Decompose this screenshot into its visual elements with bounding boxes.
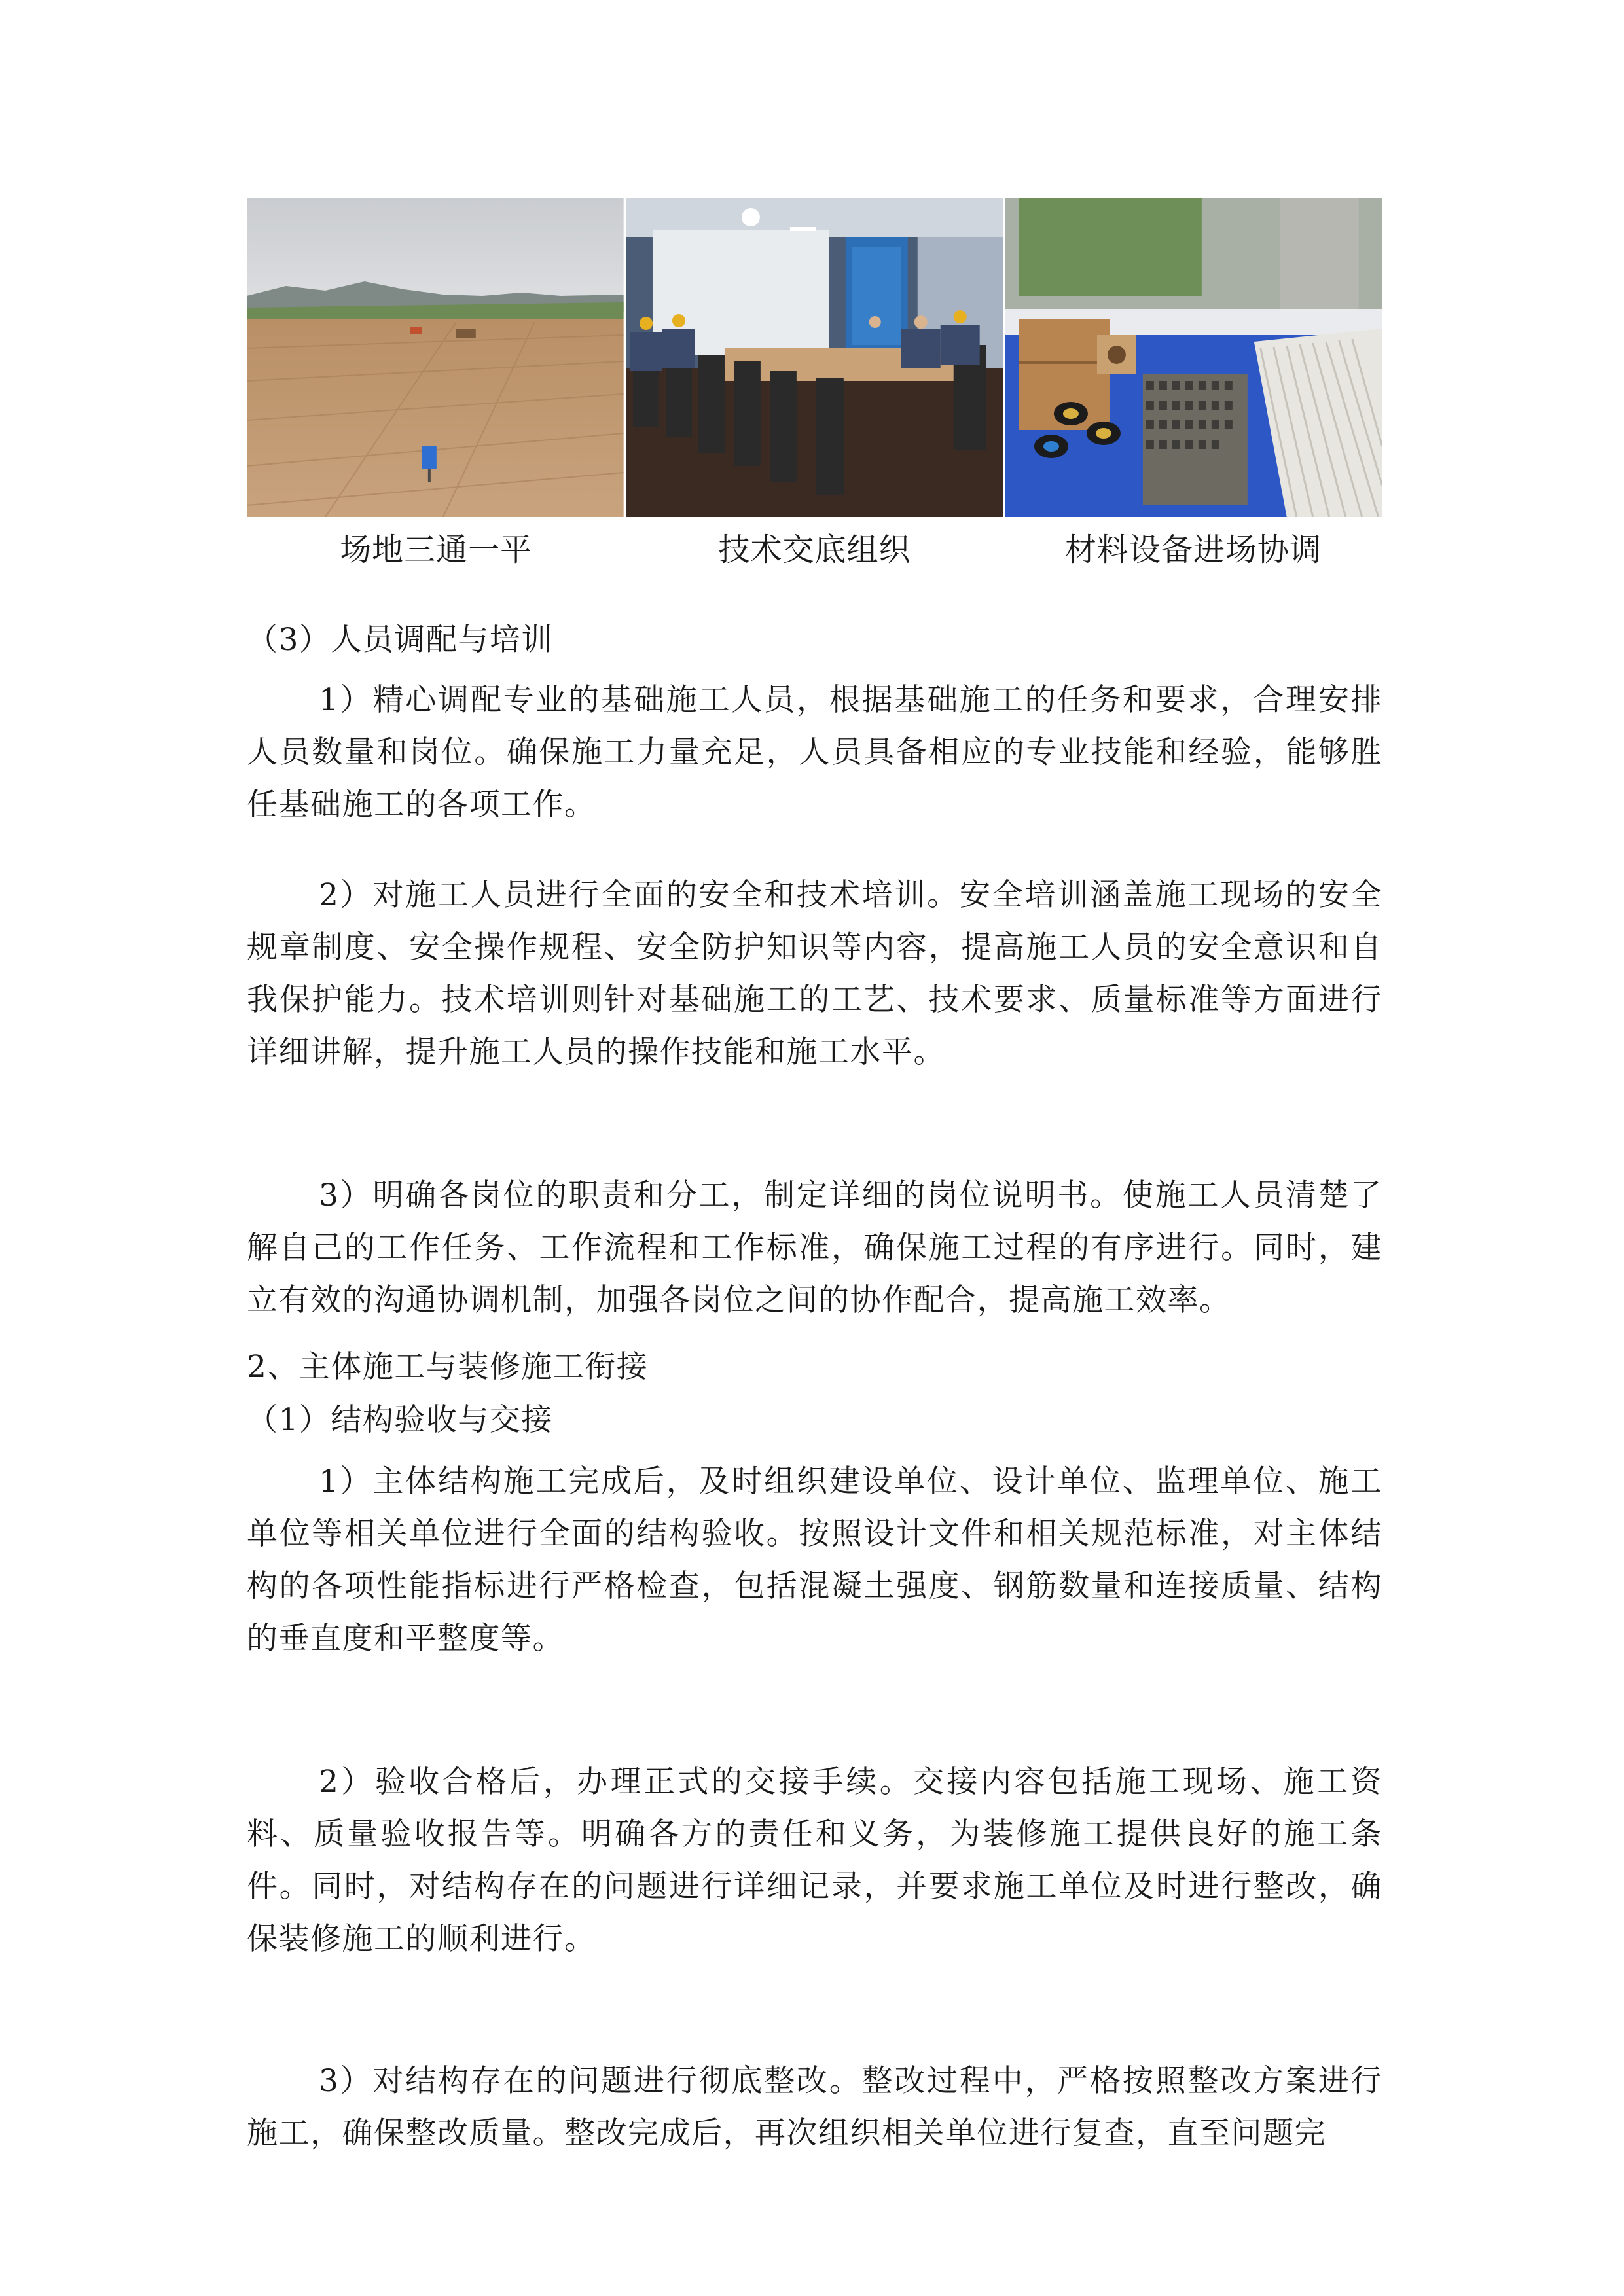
photo-captions (247, 524, 1382, 576)
section-heading-staffing: （3）人员调配与培训 (247, 622, 553, 658)
main-heading-structure-decoration: 2、主体施工与装修施工衔接 (247, 1349, 649, 1385)
paragraph-staffing-3: 3）明确各岗位的职责和分工，制定详细的岗位说明书。使施工人员清楚了解自己的工作任务、工作流程和工作标准，确保施工过程的有序进行。同时，建立有效的沟通协调机制，加强各岗位之间的协作配合，提高施工效率。 (247, 1177, 1382, 1318)
materials-storage-photo (1005, 198, 1382, 517)
caption-site-leveling: 场地三通一平 (340, 531, 533, 568)
paragraph-acceptance-3: 3）对结构存在的问题进行彻底整改。整改过程中，严格按照整改方案进行施工，确保整改质量。整改完成后，再次组织相关单位进行复查，直至问题完 (247, 2063, 1382, 2151)
paragraph-acceptance-2: 2）验收合格后，办理正式的交接手续。交接内容包括施工现场、施工资料、质量验收报告等。明确各方的责任和义务，为装修施工提供良好的施工条件。同时，对结构存在的问题进行详细记录，并要求施工单位及时进行整改，确保装修施工的顺利进行。 (247, 1764, 1382, 1957)
paragraph-acceptance-1: 1）主体结构施工完成后，及时组织建设单位、设计单位、监理单位、施工单位等相关单位进行全面的结构验收。按照设计文件和相关规范标准，对主体结构的各项性能指标进行严格检查，包括混凝土强度、钢筋数量和连接质量、结构的垂直度和平整度等。 (247, 1463, 1382, 1657)
meeting-room-photo (626, 198, 1003, 517)
construction-site-photo (247, 198, 624, 517)
sub-heading-acceptance: （1）结构验收与交接 (247, 1402, 553, 1438)
paragraph-staffing-2: 2）对施工人员进行全面的安全和技术培训。安全培训涵盖施工现场的安全规章制度、安全操作规程、安全防护知识等内容，提高施工人员的安全意识和自我保护能力。技术培训则针对基础施工的工艺、技术要求、质量标准等方面进行详细讲解，提升施工人员的操作技能和施工水平。 (247, 877, 1382, 1070)
caption-materials-coordination: 材料设备进场协调 (1064, 531, 1322, 568)
caption-technical-briefing: 技术交底组织 (718, 531, 911, 568)
paragraph-staffing-1: 1）精心调配专业的基础施工人员，根据基础施工的任务和要求，合理安排人员数量和岗位。确保施工力量充足，人员具备相应的专业技能和经验，能够胜任基础施工的各项工作。 (247, 682, 1382, 823)
photo-strip (247, 198, 1382, 517)
